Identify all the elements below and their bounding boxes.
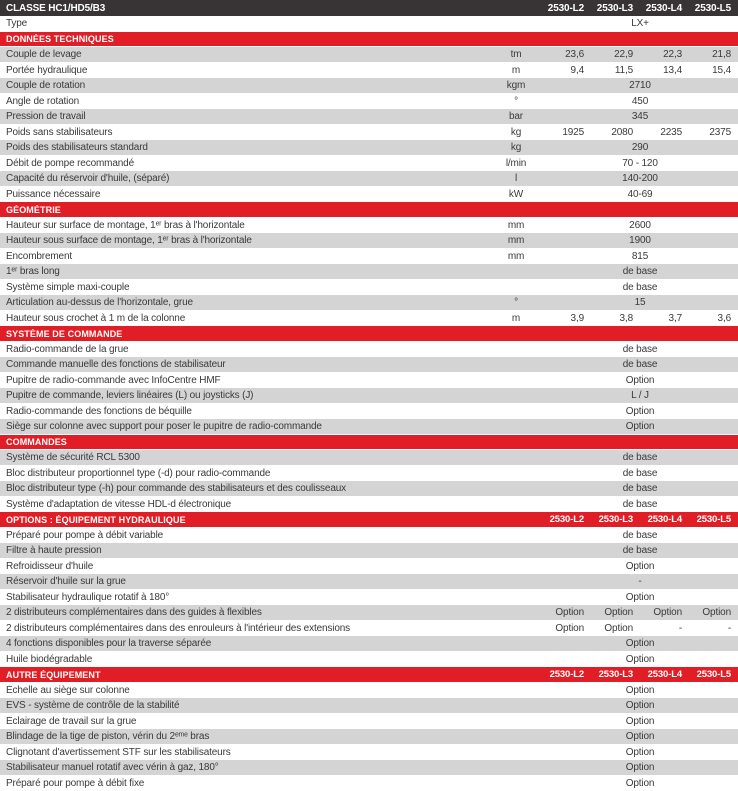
unit-cell: °: [514, 95, 518, 107]
spec-row: [0, 357, 738, 373]
merged-value-cell: -: [638, 576, 642, 588]
row-label: Échelle au siège sur colonne: [6, 684, 130, 696]
spec-row: [0, 745, 738, 761]
section-column-header-2530-L2: 2530-L2: [549, 669, 584, 681]
unit-cell: bar: [508, 111, 523, 123]
row-values: [542, 729, 738, 745]
spec-row: [0, 714, 738, 730]
unit-cell: kgm: [506, 80, 526, 92]
merged-value-cell: de base: [622, 467, 658, 479]
value-cell: 9,4: [570, 64, 584, 76]
row-values: [542, 311, 738, 327]
value-cell: Option: [555, 607, 584, 619]
merged-value-cell: 2710: [629, 80, 651, 92]
merged-value-cell: Option: [625, 560, 655, 572]
merged-value-cell: de base: [622, 545, 658, 557]
value-cell: 11,5: [614, 64, 633, 76]
spec-row: [0, 94, 738, 110]
section-title: OPTIONS : ÉQUIPEMENT HYDRAULIQUE: [6, 514, 186, 525]
row-values: [542, 776, 738, 791]
row-values: [542, 171, 738, 187]
section-column-header-2530-L5: 2530-L5: [696, 669, 731, 681]
unit-cell: kg: [510, 142, 522, 154]
merged-value-cell: 290: [631, 142, 649, 154]
merged-value-cell: Option: [625, 684, 655, 696]
value-cell: 13,4: [663, 64, 682, 76]
section-column-header-2530-L2: 2530-L2: [549, 514, 584, 526]
row-values: [542, 295, 738, 311]
merged-value-cell: Option: [625, 700, 655, 712]
model-column-header-2530-L4: 2530-L4: [645, 2, 682, 14]
value-cell: Option: [555, 622, 584, 634]
section-columns: [542, 202, 738, 218]
row-label: Filtre à haute pression: [6, 545, 102, 557]
unit-cell: l: [514, 173, 518, 185]
spec-row: [0, 109, 738, 125]
spec-row: [0, 311, 738, 327]
unit-cell: m: [511, 64, 521, 76]
row-label: Encombrement: [6, 250, 73, 262]
section-column-header-2530-L3: 2530-L3: [598, 514, 633, 526]
spec-row: [0, 140, 738, 156]
merged-value-cell: de base: [622, 452, 658, 464]
merged-value-cell: Option: [625, 638, 655, 650]
spec-row: [0, 264, 738, 280]
section-header-row: [0, 435, 738, 451]
row-label: Angle de rotation: [6, 95, 80, 107]
value-cell: -: [678, 622, 682, 634]
spec-row: [0, 481, 738, 497]
row-label: Clignotant d'avertissement STF sur les stabilisateurs: [6, 746, 231, 758]
row-label: Couple de rotation: [6, 80, 86, 92]
section-title: COMMANDES: [6, 437, 67, 448]
unit-cell: °: [514, 297, 518, 309]
section-title: AUTRE ÉQUIPEMENT: [6, 669, 101, 680]
spec-row: [0, 373, 738, 389]
spec-row: [0, 47, 738, 63]
merged-value-cell: 450: [631, 95, 649, 107]
section-title: GÉOMÉTRIE: [6, 204, 61, 215]
row-values: [542, 621, 738, 637]
section-columns: [542, 32, 738, 48]
row-label: 1ᵉʳ bras long: [6, 266, 60, 278]
row-label: Hauteur sous surface de montage, 1ᵉʳ bras à l'horizontale: [6, 235, 252, 247]
row-values: [542, 249, 738, 265]
section-header-row: [0, 667, 738, 683]
row-values: [542, 156, 738, 172]
row-label: Débit de pompe recommandé: [6, 157, 134, 169]
merged-value-cell: Option: [625, 374, 655, 386]
spec-row: [0, 760, 738, 776]
row-label: Bloc distributeur type (-h) pour commande des stabilisateurs et des coulisseaux: [6, 483, 346, 495]
row-values: [542, 419, 738, 435]
row-label: Préparé pour pompe à débit variable: [6, 529, 164, 541]
row-label: 2 distributeurs complémentaires dans des guides à flexibles: [6, 607, 262, 619]
row-values: [542, 264, 738, 280]
row-values: [542, 388, 738, 404]
row-values: [542, 466, 738, 482]
section-columns: [542, 326, 738, 342]
section-column-header-2530-L4: 2530-L4: [647, 514, 682, 526]
section-columns: [542, 512, 738, 528]
unit-cell: kW: [508, 188, 524, 200]
row-label: Pupitre de radio-commande avec InfoCentre HMF: [6, 374, 221, 386]
unit-cell: tm: [510, 49, 522, 61]
row-values: [542, 528, 738, 544]
row-label: Blindage de la tige de piston, vérin du 2ᵉᵐᵉ bras: [6, 731, 210, 743]
merged-value-cell: Option: [625, 405, 655, 417]
merged-value-cell: Option: [625, 777, 655, 789]
table-header-row: [0, 0, 738, 16]
row-label: 2 distributeurs complémentaires dans des enrouleurs à l'intérieur des extensions: [6, 622, 350, 634]
model-column-header-2530-L2: 2530-L2: [547, 2, 584, 14]
row-label: Commande manuelle des fonctions de stabilisateur: [6, 359, 226, 371]
spec-row: [0, 218, 738, 234]
row-label: Système de sécurité RCL 5300: [6, 452, 140, 464]
value-cell: 23,6: [565, 49, 584, 61]
row-values: [542, 481, 738, 497]
row-values: [542, 47, 738, 63]
row-label: Préparé pour pompe à débit fixe: [6, 777, 145, 789]
row-values: [542, 714, 738, 730]
row-values: [542, 683, 738, 699]
merged-value-cell: de base: [622, 359, 658, 371]
spec-row: [0, 621, 738, 637]
row-label: Pression de travail: [6, 111, 86, 123]
row-label: Système simple maxi-couple: [6, 281, 130, 293]
row-label: Couple de levage: [6, 49, 82, 61]
row-values: [542, 698, 738, 714]
spec-row: [0, 171, 738, 187]
merged-value-cell: Option: [625, 762, 655, 774]
value-cell: 3,8: [619, 312, 633, 324]
merged-value-cell: de base: [622, 343, 658, 355]
row-values: [542, 605, 738, 621]
merged-value-cell: de base: [622, 483, 658, 495]
row-label: Poids des stabilisateurs standard: [6, 142, 148, 154]
value-cell: 2375: [709, 126, 731, 138]
row-label: 4 fonctions disponibles pour la traverse séparée: [6, 638, 212, 650]
row-label: Type: [6, 18, 28, 30]
row-values: [542, 280, 738, 296]
row-values: [542, 109, 738, 125]
row-values: [542, 450, 738, 466]
spec-row: [0, 342, 738, 358]
spec-row: [0, 63, 738, 79]
spec-row: [0, 636, 738, 652]
spec-row: [0, 295, 738, 311]
section-title: SYSTÈME DE COMMANDE: [6, 328, 123, 339]
merged-value-cell: 815: [631, 250, 649, 262]
spec-row: [0, 559, 738, 575]
section-columns: [542, 667, 738, 683]
spec-row: [0, 574, 738, 590]
row-label: Siège sur colonne avec support pour poser le pupitre de radio-commande: [6, 421, 322, 433]
section-column-header-2530-L3: 2530-L3: [598, 669, 633, 681]
section-header-row: [0, 512, 738, 528]
unit-cell: mm: [507, 219, 525, 231]
unit-cell: l/min: [505, 157, 527, 169]
unit-cell: mm: [507, 235, 525, 247]
spec-row: [0, 466, 738, 482]
spec-row: [0, 16, 738, 32]
merged-value-cell: LX+: [631, 18, 649, 30]
section-header-row: [0, 202, 738, 218]
row-label: Stabilisateur manuel rotatif avec vérin à gaz, 180°: [6, 762, 219, 774]
row-values: [542, 218, 738, 234]
section-column-header-2530-L4: 2530-L4: [647, 669, 682, 681]
row-values: [542, 574, 738, 590]
spec-row: [0, 156, 738, 172]
row-values: [542, 404, 738, 420]
row-values: [542, 652, 738, 668]
row-values: [542, 342, 738, 358]
row-values: [542, 745, 738, 761]
row-label: Portée hydraulique: [6, 64, 88, 76]
spec-row: [0, 683, 738, 699]
spec-row: [0, 233, 738, 249]
unit-cell: m: [511, 312, 521, 324]
merged-value-cell: 140-200: [622, 173, 658, 185]
row-values: [542, 16, 738, 32]
spec-row: [0, 605, 738, 621]
merged-value-cell: L / J: [631, 390, 649, 402]
row-label: Radio-commande de la grue: [6, 343, 129, 355]
value-cell: Option: [604, 622, 633, 634]
row-label: Stabilisateur hydraulique rotatif à 180°: [6, 591, 170, 603]
row-values: [542, 373, 738, 389]
row-label: Refroidisseur d'huile: [6, 560, 94, 572]
spec-row: [0, 698, 738, 714]
section-header-row: [0, 326, 738, 342]
spec-row: [0, 497, 738, 513]
merged-value-cell: Option: [625, 653, 655, 665]
row-values: [542, 590, 738, 606]
spec-row: [0, 528, 738, 544]
value-cell: 21,8: [712, 49, 731, 61]
value-cell: -: [727, 622, 731, 634]
value-cell: 22,9: [614, 49, 633, 61]
row-label: Hauteur sur surface de montage, 1ᵉʳ bras à l'horizontale: [6, 219, 245, 231]
merged-value-cell: Option: [625, 421, 655, 433]
model-column-header-2530-L3: 2530-L3: [596, 2, 633, 14]
row-label: Pupitre de commande, leviers linéaires (L) ou joysticks (J): [6, 390, 254, 402]
merged-value-cell: Option: [625, 746, 655, 758]
row-label: Bloc distributeur proportionnel type (-d) pour radio-commande: [6, 467, 271, 479]
spec-row: [0, 404, 738, 420]
value-cell: 2080: [611, 126, 633, 138]
section-header-row: [0, 32, 738, 48]
model-column-header-2530-L5: 2530-L5: [694, 2, 731, 14]
row-label: Puissance nécessaire: [6, 188, 101, 200]
merged-value-cell: de base: [622, 498, 658, 510]
spec-row: [0, 78, 738, 94]
table-body: [0, 16, 738, 791]
row-values: [542, 636, 738, 652]
row-values: [542, 559, 738, 575]
value-cell: Option: [702, 607, 731, 619]
value-cell: Option: [653, 607, 682, 619]
spec-row: [0, 125, 738, 141]
spec-row: [0, 419, 738, 435]
merged-value-cell: de base: [622, 281, 658, 293]
row-values: [542, 125, 738, 141]
row-values: [542, 543, 738, 559]
row-label: Capacité du réservoir d'huile, (séparé): [6, 173, 170, 185]
row-values: [542, 357, 738, 373]
row-label: EVS - système de contrôle de la stabilité: [6, 700, 180, 712]
value-cell: 1925: [562, 126, 584, 138]
merged-value-cell: 2600: [629, 219, 651, 231]
row-values: [542, 760, 738, 776]
merged-value-cell: 1900: [629, 235, 651, 247]
row-values: [542, 78, 738, 94]
row-values: [542, 233, 738, 249]
row-label: Hauteur sous crochet à 1 m de la colonne: [6, 312, 186, 324]
merged-value-cell: 345: [631, 111, 649, 123]
spec-row: [0, 729, 738, 745]
spec-row: [0, 776, 738, 791]
row-label: Éclairage de travail sur la grue: [6, 715, 137, 727]
model-column-headers: [542, 0, 738, 16]
row-label: Huile biodégradable: [6, 653, 93, 665]
merged-value-cell: 40-69: [627, 188, 653, 200]
value-cell: 3,9: [570, 312, 584, 324]
merged-value-cell: 70 - 120: [622, 157, 658, 169]
row-values: [542, 140, 738, 156]
spec-row: [0, 450, 738, 466]
row-values: [542, 63, 738, 79]
value-cell: 3,6: [717, 312, 731, 324]
unit-cell: kg: [510, 126, 522, 138]
spec-row: [0, 652, 738, 668]
merged-value-cell: 15: [634, 297, 646, 309]
table-title: CLASSE HC1/HD5/B3: [6, 2, 106, 14]
value-cell: 2235: [660, 126, 682, 138]
merged-value-cell: Option: [625, 715, 655, 727]
spec-row: [0, 249, 738, 265]
spec-row: [0, 388, 738, 404]
row-label: Système d'adaptation de vitesse HDL-d électronique: [6, 498, 232, 510]
section-columns: [542, 435, 738, 451]
spec-row: [0, 543, 738, 559]
merged-value-cell: Option: [625, 731, 655, 743]
merged-value-cell: de base: [622, 529, 658, 541]
row-values: [542, 187, 738, 203]
row-values: [542, 94, 738, 110]
value-cell: 3,7: [668, 312, 682, 324]
value-cell: 15,4: [712, 64, 731, 76]
spec-row: [0, 280, 738, 296]
spec-row: [0, 590, 738, 606]
merged-value-cell: de base: [622, 266, 658, 278]
value-cell: Option: [604, 607, 633, 619]
row-label: Réservoir d'huile sur la grue: [6, 576, 126, 588]
row-label: Poids sans stabilisateurs: [6, 126, 113, 138]
row-values: [542, 497, 738, 513]
section-title: DONNÉES TECHNIQUES: [6, 34, 114, 45]
section-column-header-2530-L5: 2530-L5: [696, 514, 731, 526]
value-cell: 22,3: [663, 49, 682, 61]
spec-row: [0, 187, 738, 203]
unit-cell: mm: [507, 250, 525, 262]
merged-value-cell: Option: [625, 591, 655, 603]
row-label: Articulation au-dessus de l'horizontale, grue: [6, 297, 193, 309]
row-label: Radio-commande des fonctions de béquille: [6, 405, 192, 417]
